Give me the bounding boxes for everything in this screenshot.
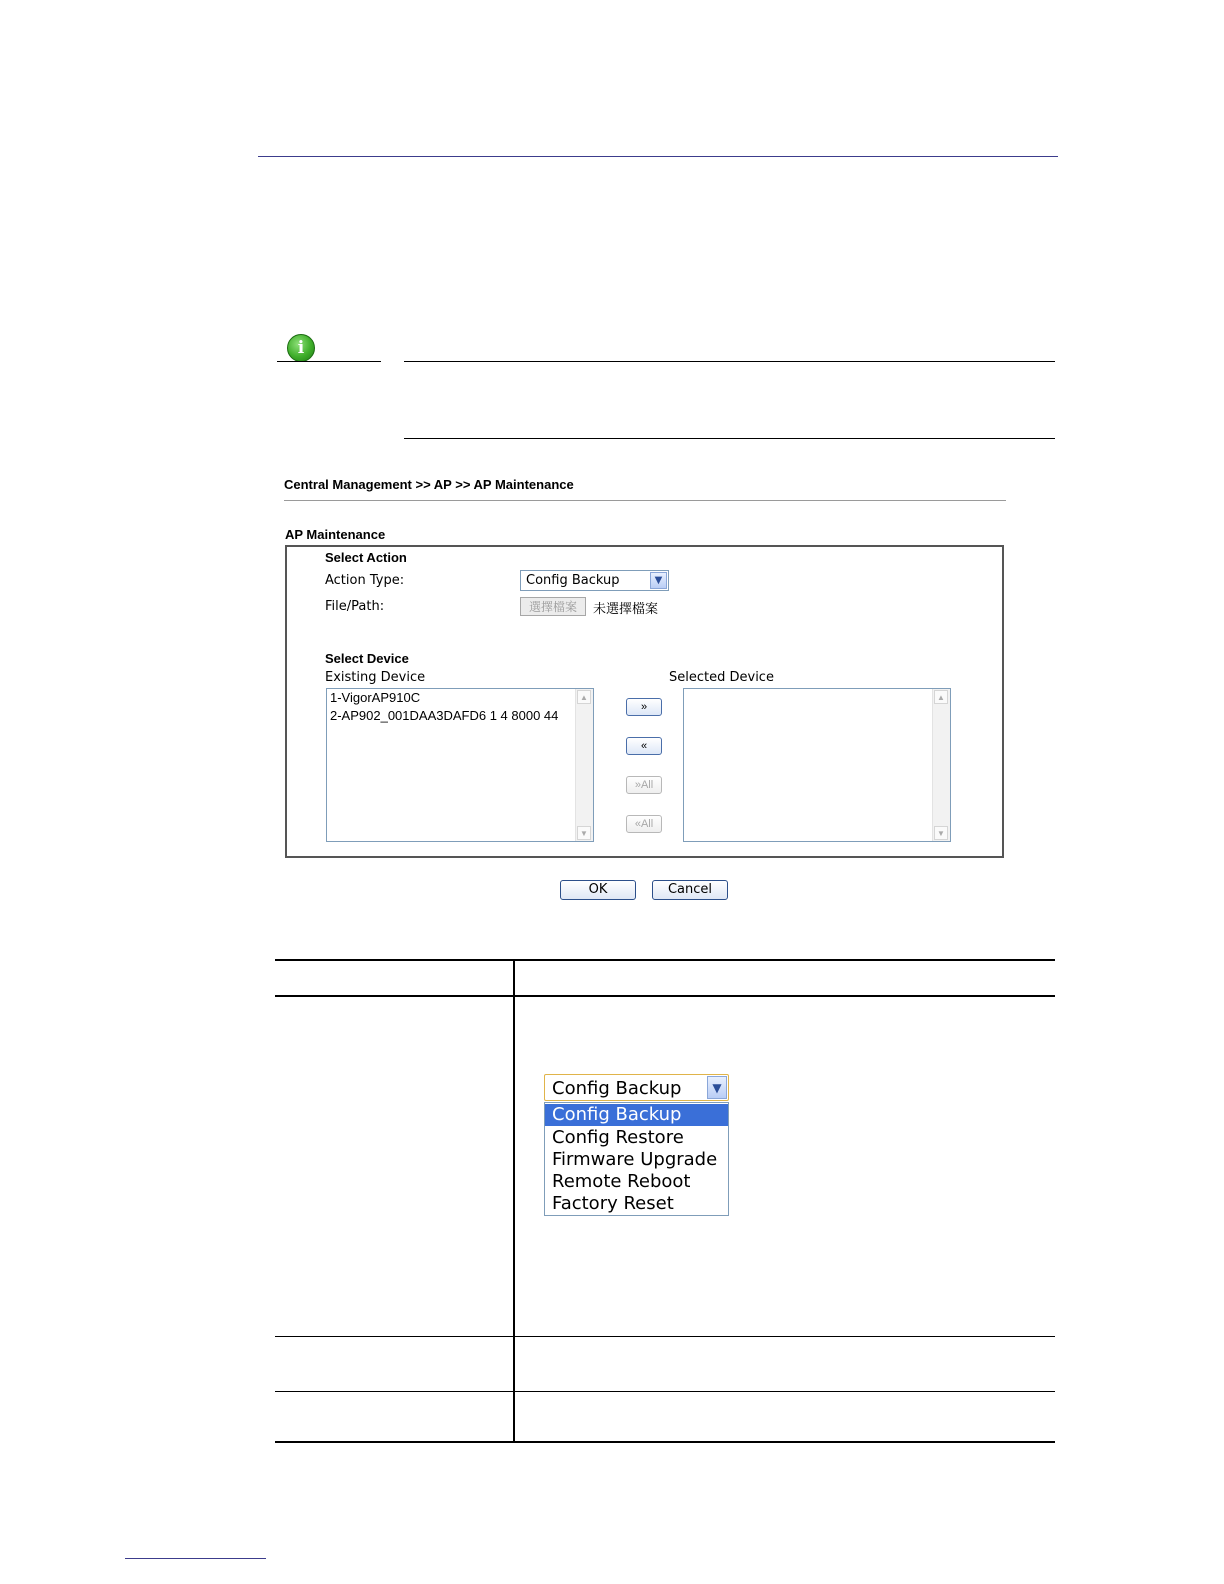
scroll-down-icon[interactable]: ▼ <box>934 826 948 840</box>
ok-button[interactable]: OK <box>560 880 636 900</box>
list-item[interactable]: 1-VigorAP910C <box>330 690 421 705</box>
dropdown-option[interactable]: Remote Reboot <box>552 1171 691 1192</box>
remove-device-button[interactable]: « <box>626 737 662 755</box>
dropdown-option[interactable]: Config Restore <box>552 1127 684 1148</box>
note-rule-top <box>404 361 1055 362</box>
selected-device-list[interactable] <box>683 688 951 842</box>
scrollbar[interactable] <box>575 689 593 841</box>
dropdown-demo-value: Config Backup <box>552 1078 682 1099</box>
table-rule-row1 <box>275 1336 1055 1337</box>
chevron-down-icon: ▼ <box>650 572 667 589</box>
action-type-select[interactable] <box>520 570 669 591</box>
action-type-label: Action Type: <box>325 573 405 588</box>
selected-device-label: Selected Device <box>669 670 774 685</box>
select-action-heading: Select Action <box>325 550 407 565</box>
remove-all-button[interactable]: «All <box>626 815 662 833</box>
breadcrumb: Central Management >> AP >> AP Maintenance <box>284 477 574 492</box>
header-rule <box>258 156 1058 157</box>
scroll-up-icon[interactable]: ▲ <box>934 690 948 704</box>
note-rule-short <box>277 361 381 362</box>
existing-device-list[interactable] <box>326 688 594 842</box>
no-file-text: 未選擇檔案 <box>593 602 659 617</box>
info-icon: i <box>287 334 315 362</box>
scroll-down-icon[interactable]: ▼ <box>577 826 591 840</box>
choose-file-button[interactable]: 選擇檔案 <box>520 597 586 616</box>
table-rule-top <box>275 959 1055 961</box>
dropdown-option[interactable]: Firmware Upgrade <box>552 1149 718 1170</box>
table-rule-bottom <box>275 1441 1055 1443</box>
action-type-dropdown-demo[interactable] <box>544 1074 729 1101</box>
action-type-value: Config Backup <box>526 573 620 588</box>
breadcrumb-rule <box>284 500 1006 501</box>
list-item[interactable]: 2-AP902_001DAA3DAFD6 1 4 8000 44 <box>330 708 559 723</box>
dropdown-option[interactable]: Factory Reset <box>552 1193 674 1214</box>
table-column-divider <box>513 960 515 1442</box>
file-path-label: File/Path: <box>325 599 385 614</box>
note-rule-bottom <box>404 438 1055 439</box>
add-device-button[interactable]: » <box>626 698 662 716</box>
scrollbar[interactable] <box>932 689 950 841</box>
scroll-up-icon[interactable]: ▲ <box>577 690 591 704</box>
add-all-button[interactable]: »All <box>626 776 662 794</box>
cancel-button[interactable]: Cancel <box>652 880 728 900</box>
panel-title: AP Maintenance <box>285 527 386 542</box>
existing-device-label: Existing Device <box>325 670 426 685</box>
table-rule-header <box>275 995 1055 997</box>
table-rule-row2 <box>275 1391 1055 1392</box>
dropdown-option[interactable]: Config Backup <box>545 1104 728 1126</box>
chevron-down-icon: ▼ <box>707 1076 727 1099</box>
footer-rule <box>125 1558 266 1559</box>
select-device-heading: Select Device <box>325 651 409 666</box>
dropdown-demo-options <box>544 1102 729 1216</box>
